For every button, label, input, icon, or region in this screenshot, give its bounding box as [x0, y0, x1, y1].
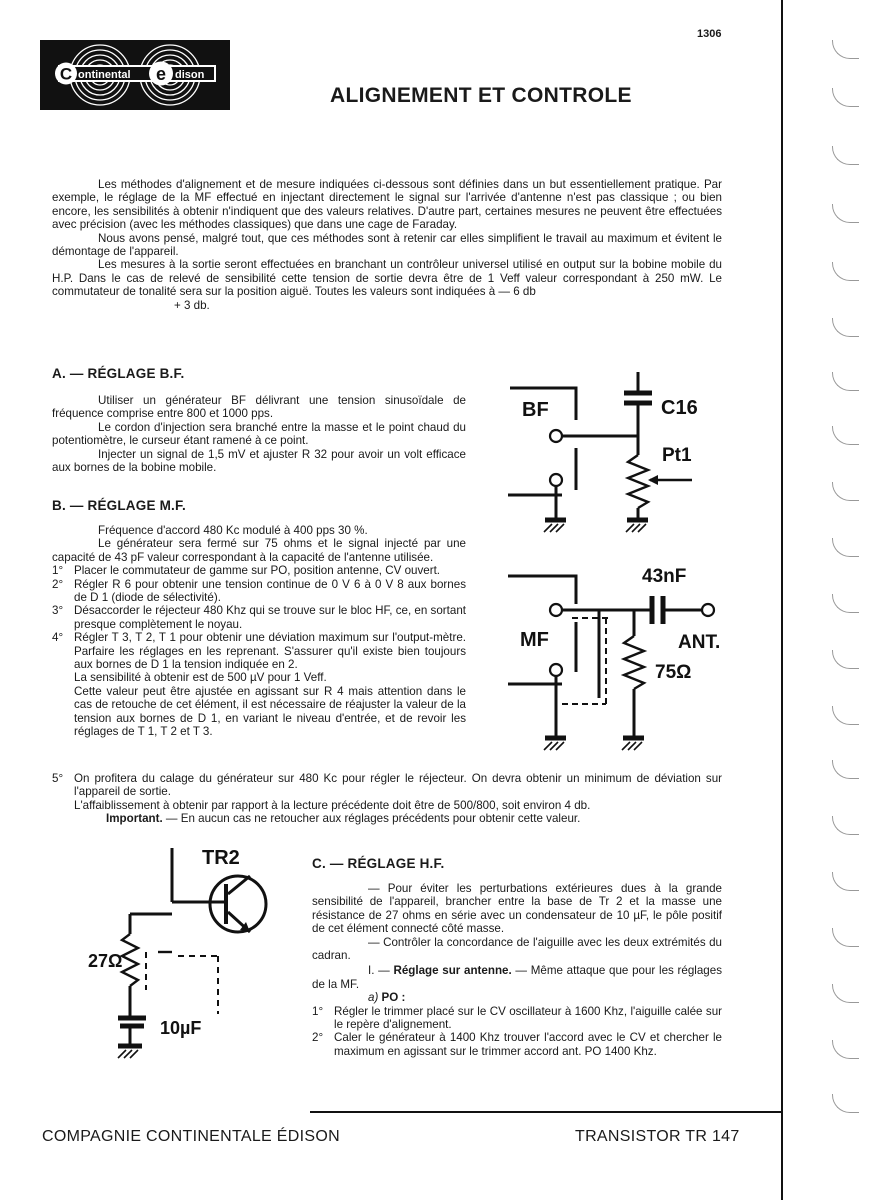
punch-hole-mark — [832, 872, 859, 891]
punch-hole-mark — [832, 40, 859, 59]
step-text: Régler T 3, T 2, T 1 pour obtenir une déviation maximum sur l'output-mètre. Parfaire les réglages en les reprenant. S'assurer qu'il existe bien toujours aux bornes de D 1 la tension indiquée en 2. — [74, 631, 466, 672]
sub-number: I. — — [368, 964, 390, 978]
punch-hole-mark — [832, 88, 859, 107]
paragraph: Injecter un signal de 1,5 mV et ajuster R 32 pour avoir un volt efficace aux bornes de la bobine mobile. — [52, 447, 466, 475]
step-text: Placer le commutateur de gamme sur PO, position antenne, CV ouvert. — [74, 564, 441, 578]
logo-word-edison: dison — [175, 69, 205, 81]
res-27-label: 27Ω — [88, 951, 123, 971]
step-text: Régler le trimmer placé sur le CV oscillateur à 1600 Khz, l'aiguille calée sur le repère d'alignement. — [334, 1004, 722, 1032]
cap-43nf-label: 43nF — [642, 566, 687, 587]
step-text: Désaccorder le réjecteur 480 Khz qui se trouve sur le bloc HF, ce, en sortant presque complètement le noyau. — [74, 604, 466, 631]
intro-text-span: Les mesures à la sortie seront effectuées en branchant un contrôleur universel utilisé en output sur la bobine mobile du H.P. Dans le cas de relevé de sensibilité cette tension de sortie devra être de 1 Veff valeur correspondant à 250 mW. Le commutateur de tonalité sera sur la position aiguë. Toutes les valeurs sont indiquées à — [52, 258, 722, 299]
step-text: Régler R 6 pour obtenir une tension continue de 0 V 6 à 0 V 8 aux bornes de D 1 (diode de sélectivité). — [74, 577, 466, 605]
section-a-text — [52, 394, 466, 474]
intro-paragraph: Nous avons pensé, malgré tout, que ces méthodes sont à retenir car elles simplifient le travail au maximum et évitent le démontage de l'appareil. — [52, 231, 722, 259]
important-label: Important. — [106, 812, 163, 826]
section-b-tail — [52, 772, 722, 826]
footer-company: COMPAGNIE CONTINENTALE ÉDISON — [42, 1128, 340, 1145]
step-number: 1° — [312, 1004, 324, 1018]
paragraph: Le cordon d'injection sera branché entre la masse et le point chaud du potentiomètre, le curseur étant ramené à ce point. — [52, 420, 466, 448]
section-b-heading: B. — RÉGLAGE M.F. — [52, 498, 186, 513]
punch-hole-mark — [832, 146, 859, 165]
page-edge-rule — [781, 0, 783, 1200]
mf-label: MF — [520, 629, 549, 651]
section-b-text — [52, 524, 466, 739]
punch-hole-mark — [832, 426, 859, 445]
bf-label: BF — [522, 399, 549, 421]
punch-hole-mark — [832, 372, 859, 391]
step-text: On profitera du calage du générateur sur 480 Kc pour régler le réjecteur. On devra obtenir un minimum de déviation sur l'appareil de sortie. — [74, 772, 722, 799]
cap-10uf-label: 10µF — [160, 1018, 202, 1038]
list-item — [312, 1031, 722, 1058]
list-item — [52, 631, 466, 738]
logo-letter-e: e — [155, 64, 167, 84]
page-title: ALIGNEMENT ET CONTROLE — [330, 84, 632, 107]
res-75-label: 75Ω — [655, 662, 692, 683]
list-item — [312, 1005, 722, 1032]
section-c-heading: C. — RÉGLAGE H.F. — [312, 856, 445, 871]
punch-hole-mark — [832, 204, 859, 223]
important-note — [74, 812, 722, 825]
sub-label: Réglage sur antenne. — [393, 964, 512, 978]
paragraph: Cette valeur peut être ajustée en agissant sur R 4 mais attention dans le cas de retouche de cet élément, il est nécessaire de réajuster la valeur de la tension aux bornes de D 1, en variant le niveau d'entrée, et de revoir les réglages de T 1, T 2 et T 3. — [74, 684, 466, 739]
continental-edison-logo — [40, 40, 230, 110]
section-a-heading: A. — RÉGLAGE B.F. — [52, 366, 185, 381]
step-number: 2° — [312, 1031, 324, 1045]
punch-hole-mark — [832, 318, 859, 337]
page-number: 1306 — [697, 28, 722, 40]
step-number: 5° — [52, 772, 64, 785]
punch-hole-mark — [832, 928, 859, 947]
logo-letter-c: C — [59, 64, 73, 84]
hf-circuit-diagram — [80, 842, 280, 1072]
logo-word-continental: ontinental — [78, 69, 131, 81]
a-label: a) — [368, 991, 379, 1005]
paragraph: Fréquence d'accord 480 Kc modulé à 400 pps 30 %. — [98, 524, 368, 537]
step-number: 4° — [52, 631, 64, 645]
paragraph: Utiliser un générateur BF délivrant une tension sinusoïdale de fréquence comprise entre 800 et 1000 pps. — [52, 394, 466, 421]
mf-step-5 — [52, 772, 722, 826]
subsection-title — [312, 964, 722, 991]
footer-product: TRANSISTOR TR 147 — [575, 1128, 740, 1145]
c16-label: C16 — [661, 397, 698, 419]
punch-hole-mark — [832, 482, 859, 501]
punch-hole-mark — [832, 650, 859, 669]
punch-hole-mark — [832, 594, 859, 613]
paragraph: Le générateur sera fermé sur 75 ohms et le signal injecté par une capacité de 43 pF valeur correspondant à la capacité de l'antenne utilisée. — [52, 537, 466, 564]
bf-circuit-diagram — [500, 370, 720, 545]
intro-text — [52, 178, 722, 312]
pt1-label: Pt1 — [662, 445, 692, 466]
paragraph: La sensibilité à obtenir est de 500 µV pour 1 Veff. — [74, 671, 327, 685]
list-item — [52, 578, 466, 605]
ant-label: ANT. — [678, 632, 721, 653]
step-text: Caler le générateur à 1400 Khz trouver l'accord avec le CV et chercher le maximum en agissant sur le trimmer accord ant. PO 1400 Khz. — [334, 1031, 722, 1058]
punch-hole-mark — [832, 262, 859, 281]
paragraph: — Pour éviter les perturbations extérieures dues à la grande sensibilité de l'appareil, brancher entre la base de Tr 2 et la masse une résistance de 27 ohms en série avec un condensateur de 10 µF, le pôle positif de cet élément connecté côté masse. — [312, 882, 722, 936]
list-item — [52, 772, 722, 826]
list-item — [52, 604, 466, 631]
punch-hole-mark — [832, 816, 859, 835]
punch-hole-mark — [832, 984, 859, 1003]
mf-circuit-diagram — [500, 560, 730, 755]
step-number: 3° — [52, 604, 64, 618]
punch-hole-mark — [832, 1094, 859, 1113]
sub-text: — Même attaque que pour les réglages de la MF. — [312, 964, 722, 991]
db-value: — 6 db — [498, 285, 536, 299]
punch-hole-mark — [832, 706, 859, 725]
intro-paragraph: Les méthodes d'alignement et de mesure indiquées ci-dessous sont définies dans un but essentiellement pratique. Par exemple, le réglage de la MF effectué en injectant directement le signal sur l'arrivée d'antenne n'est pas classique ; ou bien encore, les sensibilités à obtenir n'indiquent que des valeurs relatives. D'autre part, certaines mesures ne peuvent être effectuées avec précision (avec les méthodes classiques) que dans une cage de Faraday. — [52, 178, 722, 232]
subsection-a — [312, 991, 722, 1004]
step-number: 1° — [52, 564, 64, 578]
hf-steps — [312, 1005, 722, 1059]
tr2-label: TR2 — [202, 847, 240, 869]
paragraph: — Contrôler la concordance de l'aiguille avec les deux extrémités du cadran. — [312, 935, 722, 963]
step-number: 2° — [52, 577, 64, 591]
db-value: + 3 db. — [174, 298, 210, 312]
footer-rule — [310, 1111, 782, 1113]
important-text: — En aucun cas ne retoucher aux réglages précédents pour obtenir cette valeur. — [165, 812, 581, 826]
po-label: PO : — [381, 991, 406, 1005]
punch-hole-mark — [832, 760, 859, 779]
list-item — [52, 564, 466, 577]
mf-steps — [52, 564, 466, 738]
section-c-text — [312, 882, 722, 1058]
intro-paragraph — [52, 258, 722, 298]
paragraph: L'affaiblissement à obtenir par rapport à la lecture précédente doit être de 500/800, soit environ 4 db. — [74, 798, 591, 812]
punch-hole-mark — [832, 1040, 859, 1059]
punch-hole-mark — [832, 538, 859, 557]
